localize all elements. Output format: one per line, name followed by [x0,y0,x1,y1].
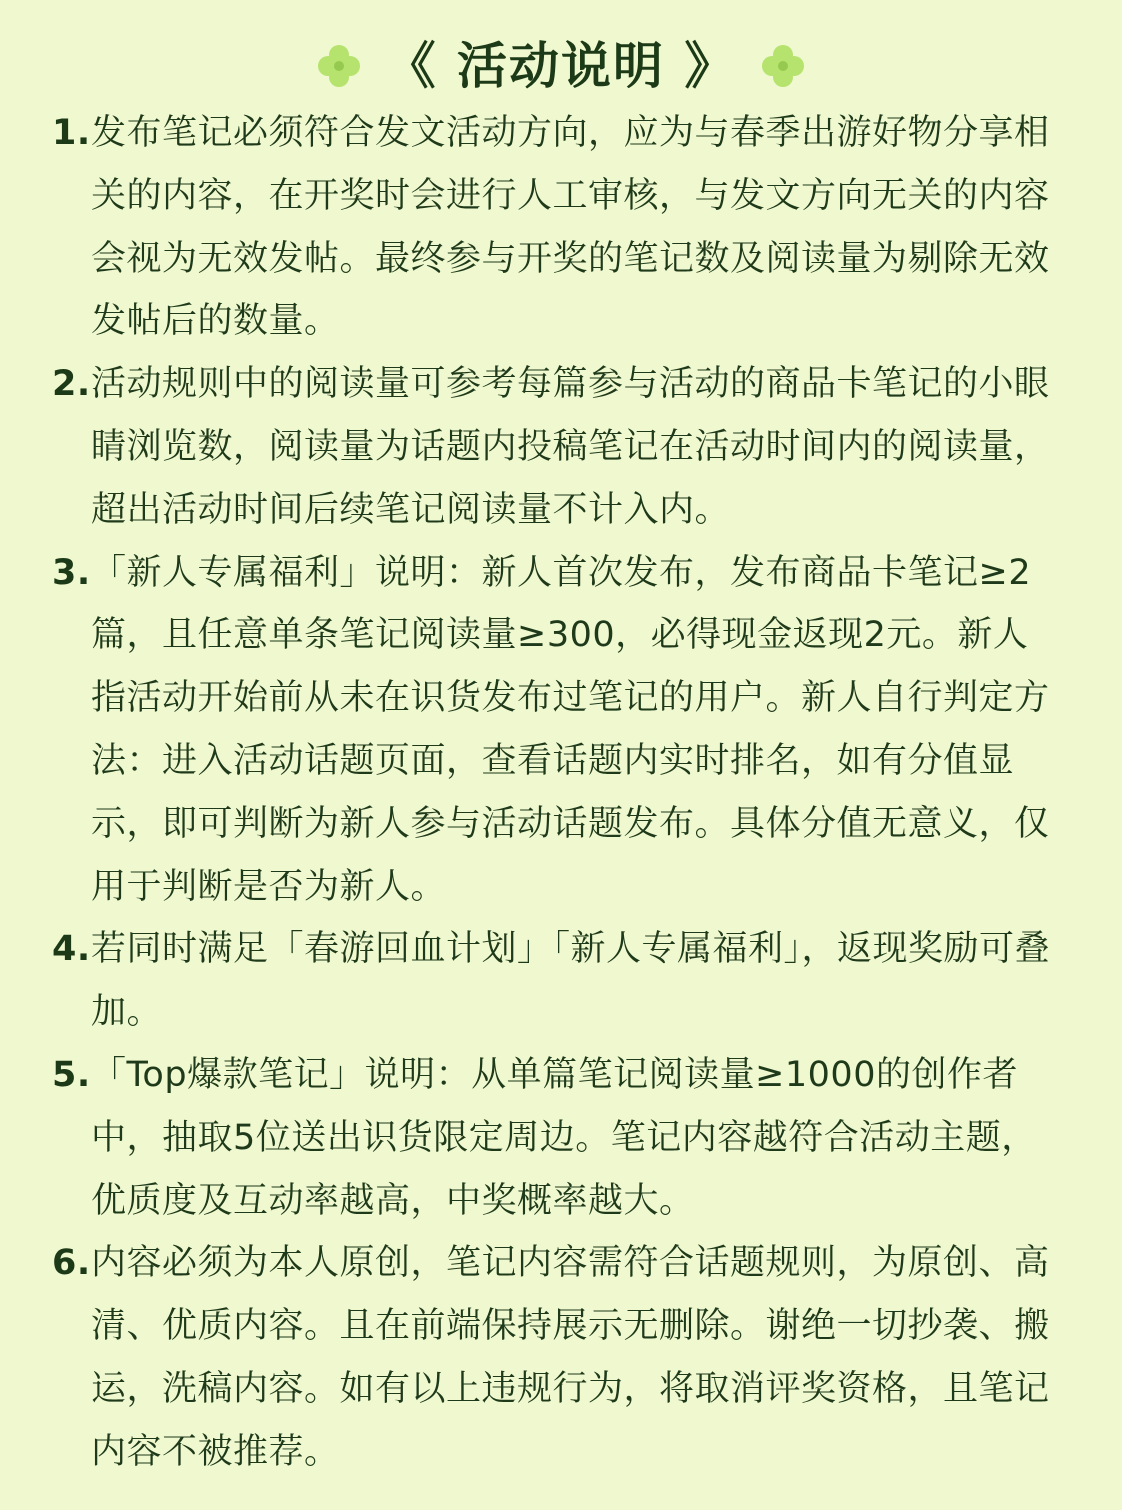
rule-item [0,918,1122,1044]
rule-number: 5. [52,1054,91,1095]
rule-text: 活动规则中的阅读量可参考每篇参与活动的商品卡笔记的小眼睛浏览数，阅读量为话题内投稿笔记在活动时间内的阅读量，超出活动时间后续笔记阅读量不计入内。 [91,364,1050,530]
rule-item [0,1232,1122,1483]
title-row [0,30,1122,102]
rule-number: 6. [52,1243,91,1284]
rule-number: 4. [52,929,91,970]
rule-number: 1. [52,113,91,153]
rule-text: 「新人专属福利」说明：新人首次发布，发布商品卡笔记≥2篇，且任意单条笔记阅读量≥300，必得现金返现2元。新人指活动开始前从未在识货发布过笔记的用户。新人自行判定方法：进入活动话题页面，查看话题内实时排名，如有分值显示，即可判断为新人参与活动话题发布。具体分值无意义，仅用于判断是否为新人。 [91,552,1050,907]
rules-list [0,102,1122,1484]
clover-icon [758,41,808,91]
rule-item [0,102,1122,353]
rule-item [0,542,1122,919]
rule-text: 「Top爆款笔记」说明：从单篇笔记阅读量≥1000的创作者中，抽取5位送出识货限定周边。笔记内容越符合活动主题，优质度及互动率越高，中奖概率越大。 [91,1054,1037,1221]
rule-number: 3. [52,552,91,593]
rule-text: 内容必须为本人原创，笔记内容需符合话题规则，为原创、高清、优质内容。且在前端保持展示无删除。谢绝一切抄袭、搬运，洗稿内容。如有以上违规行为，将取消评奖资格，且笔记内容不被推荐。 [91,1243,1050,1472]
rule-text: 发布笔记必须符合发文活动方向，应为与春季出游好物分享相关的内容，在开奖时会进行人工审核，与发文方向无关的内容会视为无效发帖。最终参与开奖的笔记数及阅读量为剔除无效发帖后的数量。 [91,113,1050,342]
page-title: 《 活动说明 》 [385,37,737,95]
rule-text: 若同时满足「春游回血计划」「新人专属福利」，返现奖励可叠加。 [91,929,1051,1033]
clover-icon [314,41,364,91]
rule-number: 2. [52,364,91,405]
rule-item [0,1044,1122,1232]
rule-item [0,353,1122,541]
